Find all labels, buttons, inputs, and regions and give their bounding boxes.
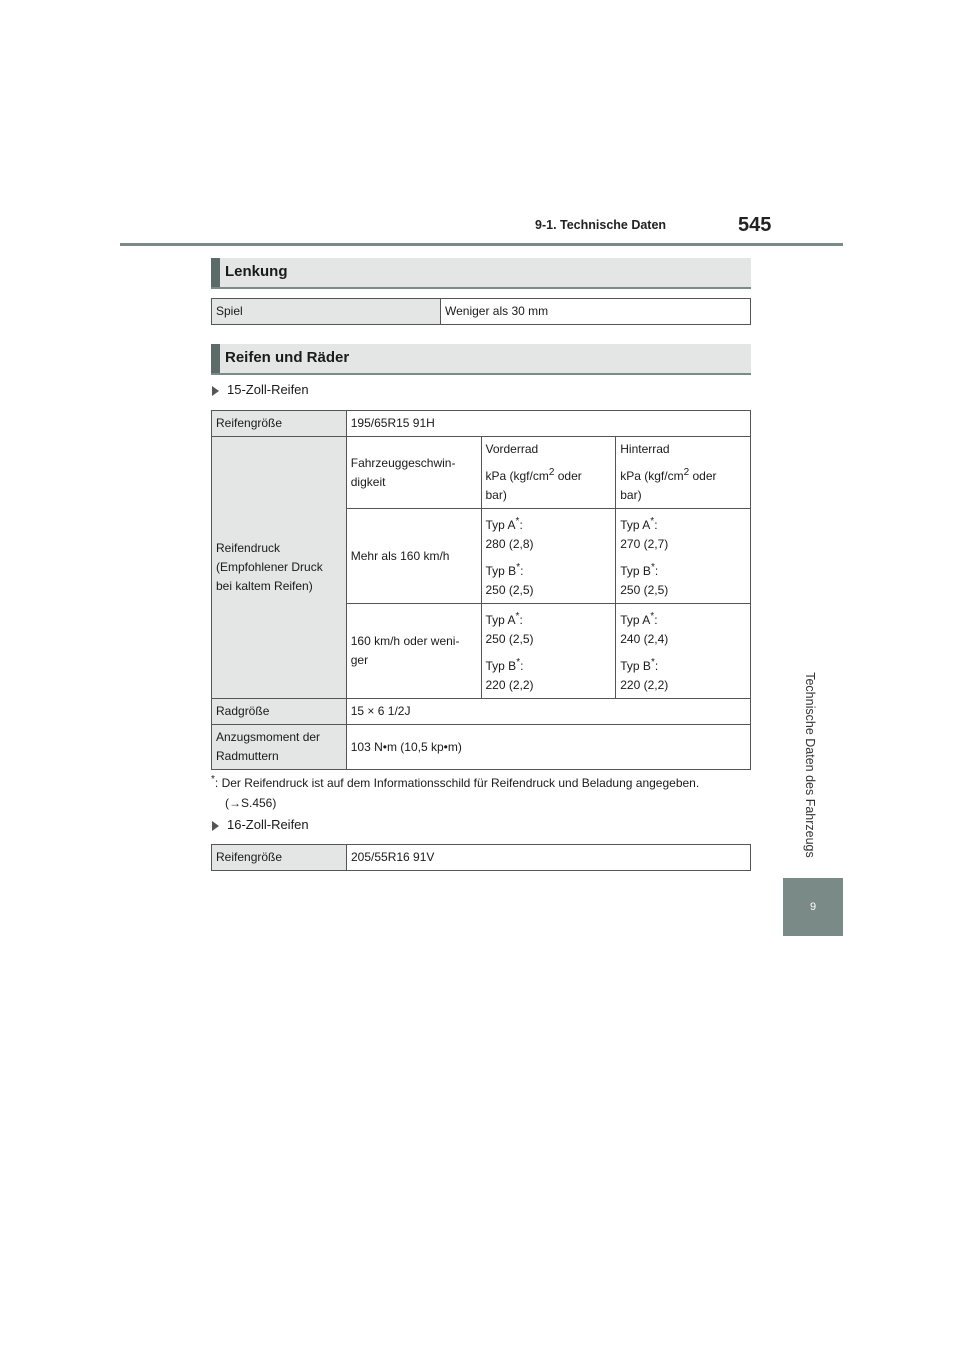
rear-slow-pressure: Typ A*: 240 (2,4) Typ B*: 220 (2,2)	[616, 604, 751, 699]
table-row	[212, 699, 751, 725]
header-rule	[120, 243, 843, 246]
chapter-side-label	[790, 660, 830, 870]
triangle-bullet-icon	[212, 386, 219, 396]
bullet-15-inch: 15-Zoll-Reifen	[212, 382, 309, 397]
front-header: Vorderrad kPa ($kgf/cm^2$ oder bar)	[481, 437, 616, 509]
steering-play-label: Spiel	[212, 299, 441, 325]
steering-heading	[211, 258, 751, 289]
table-row	[212, 411, 751, 437]
front-slow-pressure: Typ A*: 250 (2,5) Typ B*: 220 (2,2)	[481, 604, 616, 699]
pressure-label: Reifendruck (Empfohlener Druck bei kaltem Reifen)	[212, 437, 347, 699]
steering-play-value: Weniger als 30 mm	[441, 299, 751, 325]
torque-label: Anzugsmoment der Radmuttern	[212, 725, 347, 770]
wheel-size-label: Radgröße	[212, 699, 347, 725]
tire-size-label: Reifengröße	[212, 411, 347, 437]
chapter-tab	[783, 878, 843, 936]
chapter-title: Technische Daten des Fahrzeugs	[803, 672, 817, 858]
speed-slow: 160 km/h oder weni- ger	[346, 604, 481, 699]
tires-heading	[211, 344, 751, 375]
heading-bar	[211, 344, 220, 373]
chapter-number: 9	[809, 901, 817, 913]
torque-value: 103 N•m (10,5 kp•m)	[346, 725, 750, 770]
rear-fast-pressure: Typ A*: 270 (2,7) Typ B*: 250 (2,5)	[616, 509, 751, 604]
tire-table-15	[211, 410, 751, 770]
heading-bar	[211, 258, 220, 287]
bullet-16-inch: 16-Zoll-Reifen	[212, 817, 309, 832]
table-row	[212, 437, 751, 509]
steering-heading-text: Lenkung	[225, 263, 288, 280]
table-row	[212, 845, 751, 871]
tires-heading-text: Reifen und Räder	[225, 349, 350, 366]
speed-fast: Mehr als 160 km/h	[346, 509, 481, 604]
page-number: 545	[738, 214, 772, 236]
table-row	[212, 299, 751, 325]
wheel-size-value: 15 × 6 1/2J	[346, 699, 750, 725]
tire-size-value: 205/55R16 91V	[347, 845, 751, 871]
triangle-bullet-icon	[212, 821, 219, 831]
footnote-reference[interactable]: (→S.456)	[225, 796, 277, 810]
table-row	[212, 725, 751, 770]
steering-table	[211, 298, 751, 325]
rear-header: Hinterrad kPa ($kgf/cm^2$ oder bar)	[616, 437, 751, 509]
tire-size-value: 195/65R15 91H	[346, 411, 750, 437]
tire-table-16	[211, 844, 751, 871]
footnote: *: Der Reifendruck ist auf dem Informationsschild für Reifendruck und Beladung angegeben. (→S.456)	[211, 770, 771, 813]
section-title: 9-1. Technische Daten	[535, 218, 667, 232]
tire-size-label: Reifengröße	[212, 845, 347, 871]
front-fast-pressure: Typ A*: 280 (2,8) Typ B*: 250 (2,5)	[481, 509, 616, 604]
speed-header: Fahrzeuggeschwin- digkeit	[346, 437, 481, 509]
